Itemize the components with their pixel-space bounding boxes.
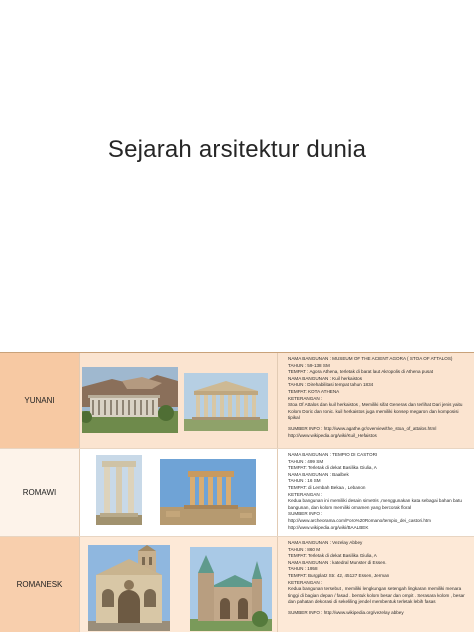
row-info-yunani — [278, 353, 474, 448]
info-line: KETERANGAN : — [288, 491, 323, 497]
temple-of-castor-image — [96, 455, 142, 525]
essen-minster-image — [190, 547, 272, 631]
row-images — [80, 353, 278, 448]
info-line: TEMPAT: di Lembah Bekaa , Lebanon — [288, 484, 366, 490]
info-line: TAHUN : 59-138 SM — [288, 362, 330, 368]
info-line: TEMPAT: Terletak di dekat Basilika Giulia, A — [288, 553, 377, 559]
stoa-of-attalos-image — [82, 367, 178, 433]
row-images — [80, 537, 278, 632]
info-line: TEMPAT : Agora Athena, terletak di barat laut Akropolis di Athena pusat — [288, 369, 434, 375]
info-description: Stoa Of Attalos dan kuil herkaistos , Memiliki sifat Generas dan terlihat Dari jenis yaitu Kolom Doric dan Ionic. kuil herkaistos juga memiliki konsep megaron dan komposisi tipikal — [288, 402, 463, 421]
row-label: YUNANI — [0, 353, 80, 448]
row-info-romawi — [278, 449, 474, 536]
info-line: KETERANGAN : — [288, 579, 323, 585]
info-line: TAHUN : 499 SM — [288, 458, 324, 464]
info-description: Kedua bangunan tersebut , memiliki lengkungan setengah lingkaran memiliki menara tinggi di bagian depan / fasad . bentuk kolom besar dan ompit . Serasara kolom , besar dan pahatan dekorasi di sekeliling jendel membentuk terletak lebih fasas — [288, 586, 465, 605]
info-line: NAMA BANGUNAN : TEMPIO DI CASTORI — [288, 452, 378, 457]
info-source-link[interactable]: http://www.wikipedia.org/wiki/Kuil_Hefaistos — [288, 432, 377, 438]
info-line: TAHUN : 1958 — [288, 566, 318, 572]
baalbek-image — [160, 459, 256, 525]
row-images — [80, 449, 278, 536]
info-line: NAMA BANGUNAN : Kuil herkaistos — [288, 375, 363, 381]
row-label: ROMANESK — [0, 537, 80, 632]
info-line: TAHUN : 860 M — [288, 546, 321, 552]
temple-of-hephaestus-image — [184, 373, 268, 431]
architecture-table — [0, 352, 474, 632]
info-source-link[interactable]: http://www.archeorama.com/Foro%20Romano/tempio_dei_castori.htm — [288, 517, 431, 523]
info-source-link[interactable]: SUMBER INFO : http://www.agathe.gr/overview/the_stoa_of_attalos.html — [288, 425, 437, 431]
table-row-yunani — [0, 353, 474, 449]
table-row-romawi — [0, 449, 474, 537]
info-line: TEMPAT: Burgplatz Str. 42, 45127 Essen, Jerman — [288, 572, 390, 578]
info-line: SUMBER INFO : — [288, 511, 323, 517]
info-line: NAMA BANGUNAN : MUSEUM OF THE ACIENT AGORA ( STOA OF ATTALOS) — [288, 356, 453, 361]
info-line: TEMPAT: KOTA ATHENA — [288, 388, 340, 394]
info-line: NAMA BANGUNAN : Baalbek — [288, 471, 349, 477]
info-line: NAMA BANGUNAN : Vezelay Abbey — [288, 540, 363, 545]
slide-title: Sejarah arsitektur dunia — [107, 136, 367, 163]
info-line: KETERANGAN : — [288, 395, 323, 401]
row-info-romanesk — [278, 537, 474, 632]
info-line: TAHUN : 16 SM — [288, 478, 321, 484]
info-source-link[interactable]: http://www.wikipedia.org/wiki/BAALBEK — [288, 524, 369, 530]
info-line: TEMPAT: Terletak di dekat Basilika Giulia, A — [288, 465, 377, 471]
info-line: NAMA BANGUNAN : katedral Munster di Essen. — [288, 559, 387, 565]
info-line: TAHUN : Direhabilitasi tempat tahun 1834 — [288, 382, 374, 388]
row-label: ROMAWI — [0, 449, 80, 536]
vezelay-abbey-image — [88, 545, 170, 631]
table-row-romanesk — [0, 537, 474, 632]
info-description: Kedua bangunan ini memiliki desain simetris ,menggunakan kata sebagai bahan batu bangunan, dan kolom memiliki ornamen yang bercorak floral — [288, 498, 462, 510]
info-source-link[interactable]: SUMBER INFO : http://www.wikipedia.org/vezelay abbey — [288, 609, 404, 615]
